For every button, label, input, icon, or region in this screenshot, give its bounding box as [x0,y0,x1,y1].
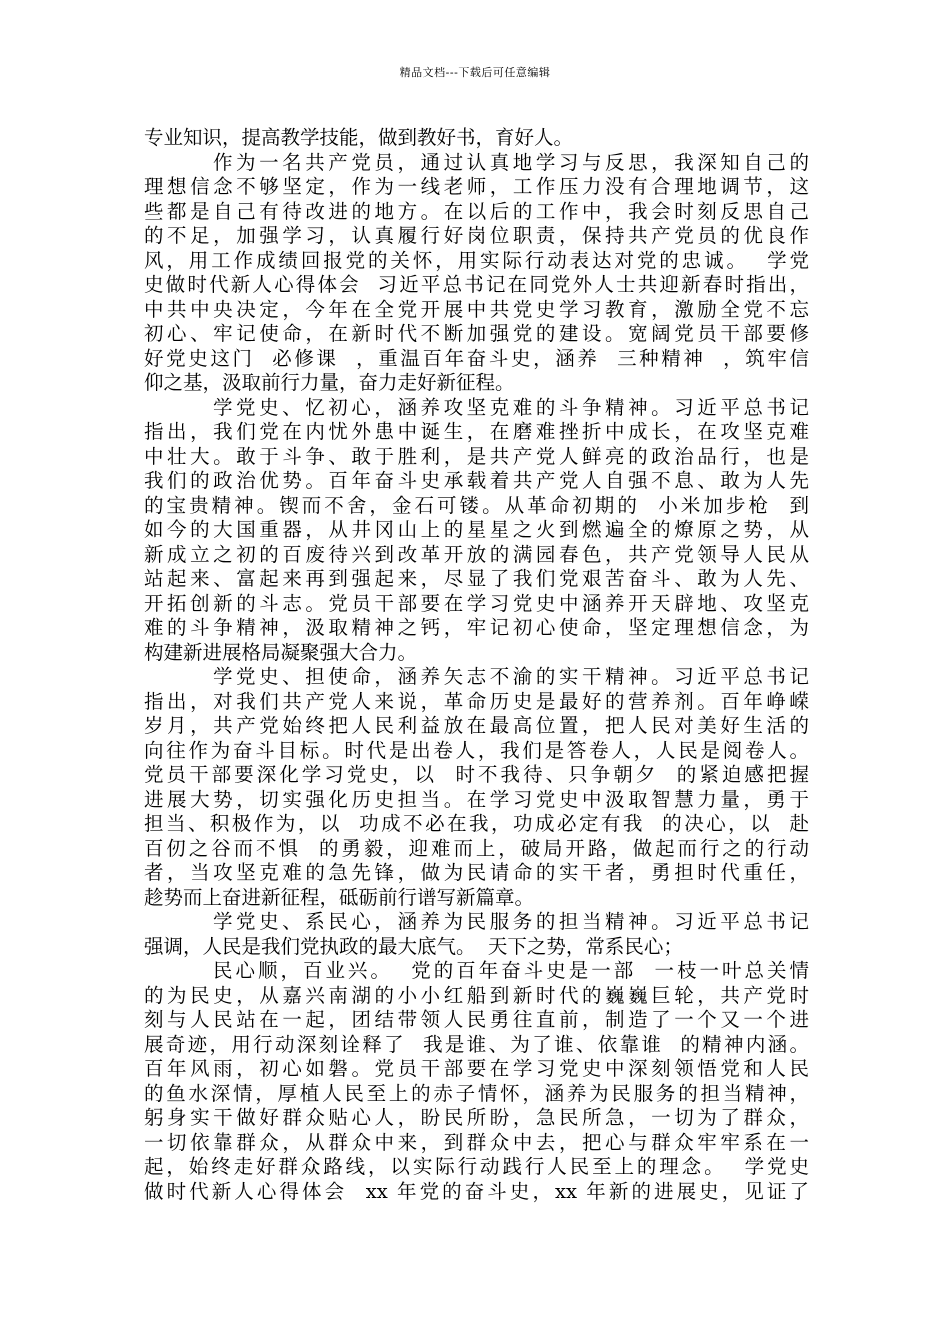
text-line: 作为一名共产党员，通过认真地学习与反思，我深知自己的 [213,150,809,174]
text-line: 党员干部要深化学习党史，以 时不我待、只争朝夕 的紧迫感把握 [144,763,809,786]
text-line: 躬身实干做好群众贴心人，盼民所盼，急民所急，一切为了群众， [144,1106,809,1129]
text-line: 百年风雨，初心如磐。党员干部要在学习党史中深刻领悟党和人民 [144,1057,809,1080]
text-line: 史做时代新人心得体会 习近平总书记在同党外人士共迎新春时指出， [144,273,809,296]
text-line: 站起来、富起来再到强起来，尽显了我们党艰苦奋斗、敢为人先、 [144,567,809,590]
text-line: 学党史、忆初心，涵养攻坚克难的斗争精神。习近平总书记 [213,395,809,419]
text-line: 中共中央决定，今年在全党开展中共党史学习教育，激励全党不忘 [144,297,809,321]
text-line: 者，当攻坚克难的急先锋，做为民请命的实干者，勇担时代重任， [144,861,809,884]
text-line: 强调，人民是我们党执政的最大底气。 天下之势，常系民心； [144,934,683,958]
text-line: 仰之基，汲取前行力量，奋力走好新征程。 [144,371,515,394]
text-line: 的不足，加强学习，认真履行好岗位职责，保持共产党员的优良作 [144,224,809,247]
text-line: 担当、积极作为，以 功成不必在我，功成必定有我 的决心，以 赴 [144,812,809,835]
page-header: 精品文档---下载后可任意编辑 [399,66,551,79]
text-line: 好党史这门 必修课 ，重温百年奋斗史，涵养 三种精神 ，筑牢信 [144,346,809,370]
text-line: 趁势而上奋进新征程，砥砺前行谱写新篇章。 [144,885,535,909]
text-line: 指出，我们党在内忧外患中诞生，在磨难挫折中成长，在攻坚克难 [144,420,809,443]
text-line: 刻与人民站在一起，团结带领人民勇往直前，制造了一个又一个进 [144,1008,809,1031]
document-body [144,126,809,1204]
text-line: 民心顺，百业兴。 党的百年奋斗史是一部 一枝一叶总关情 [213,959,809,982]
text-line: 展奇迹，用行动深刻诠释了 我是谁、为了谁、依靠谁 的精神内涵。 [144,1032,809,1056]
text-line: 的鱼水深情，厚植人民至上的赤子情怀，涵养为民服务的担当精神， [144,1081,809,1105]
text-line: 向往作为奋斗目标。时代是出卷人，我们是答卷人，人民是阅卷人。 [144,738,809,762]
text-line: 岁月，共产党始终把人民利益放在最高位置，把人民对美好生活的 [144,714,809,737]
text-line: 理想信念不够坚定，作为一线老师，工作压力没有合理地调节，这 [144,175,809,198]
text-line: 开拓创新的斗志。党员干部要在学习党史中涵养开天辟地、攻坚克 [144,591,809,615]
text-line: 些都是自己有待改进的地方。在以后的工作中，我会时刻反思自己 [144,199,809,223]
text-line: 难的斗争精神，汲取精神之钙，牢记初心使命，坚定理想信念，为 [144,616,809,639]
text-line: 指出，对我们共产党人来说，革命历史是最好的营养剂。百年峥嵘 [144,689,809,713]
text-line: 专业知识，提高教学技能，做到教好书，育好人。 [144,126,574,149]
text-line: 起，始终走好群众路线，以实际行动践行人民至上的理念。 学党史 [144,1155,809,1178]
text-line: 百仞之谷而不惧 的勇毅，迎难而上，破局开路，做起而行之的行动 [144,836,809,860]
text-line: 的宝贵精神。锲而不舍，金石可镂。从革命初期的 小米加步枪 到 [144,493,809,517]
text-line: 风，用工作成绩回报党的关怀，用实际行动表达对党的忠诚。 学党 [144,248,809,272]
text-line: 学党史、系民心，涵养为民服务的担当精神。习近平总书记 [213,910,809,933]
text-line: 进展大势，切实强化历史担当。在学习党史中汲取智慧力量，勇于 [144,787,809,811]
text-line: 中壮大。敢于斗争、敢于胜利，是共产党人鲜亮的政治品行，也是 [144,444,809,468]
text-line: 的为民史，从嘉兴南湖的小小红船到新时代的巍巍巨轮，共产党时 [144,983,809,1007]
text-line: 如今的大国重器，从井冈山上的星星之火到燃遍全的燎原之势，从 [144,518,809,541]
text-line: 一切依靠群众，从群众中来，到群众中去，把心与群众牢牢系在一 [144,1130,809,1154]
text-line: 学党史、担使命，涵养矢志不渝的实干精神。习近平总书记 [213,665,809,688]
text-line: 新成立之初的百废待兴到改革开放的满园春色，共产党领导人民从 [144,542,809,566]
text-line: 做时代新人心得体会 xx 年党的奋斗史，xx 年新的进展史，见证了 [144,1179,809,1203]
text-line: 我们的政治优势。百年奋斗史承载着共产党人自强不息、敢为人先 [144,469,809,492]
text-line: 构建新进展格局凝聚强大合力。 [144,640,418,664]
text-line: 初心、牢记使命，在新时代不断加强党的建设。宽阔党员干部要修 [144,322,809,345]
